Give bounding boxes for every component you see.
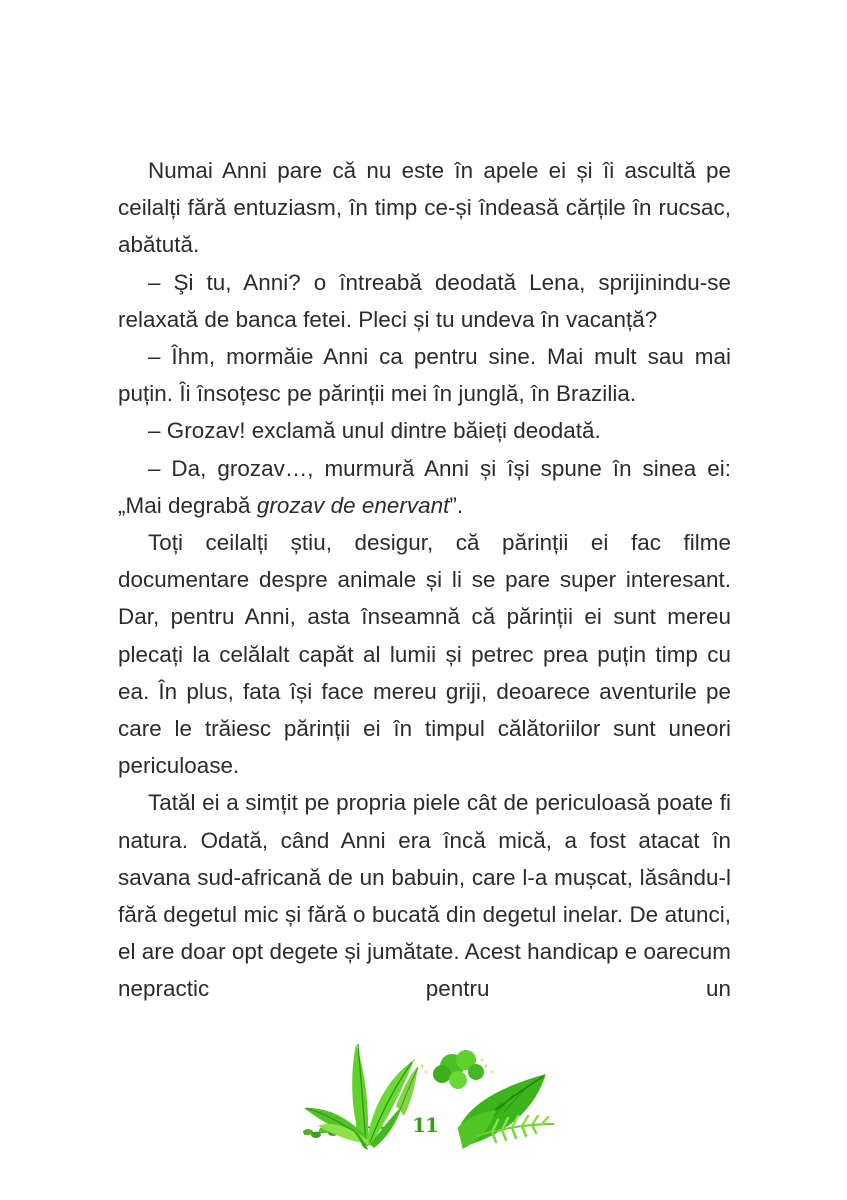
- paragraph-text: – Grozav! exclamă unul dintre băieți deodată.: [148, 418, 601, 444]
- page-number: 11: [412, 1113, 438, 1137]
- paragraph: [118, 412, 731, 449]
- paragraph-text: – Şi tu, Anni? o întreabă deodată Lena, sprijinindu-se relaxată de banca fetei. Pleci și tu undeva în vacanță?: [118, 269, 731, 332]
- paragraph-text: – Îhm, mormăie Anni ca pentru sine. Mai mult sau mai puțin. Îi însoțesc pe părinții mei în junglă, în Brazilia.: [118, 344, 731, 407]
- paragraph: [118, 152, 731, 264]
- paragraph: [118, 450, 731, 524]
- paragraph-text: Tatăl ei a simțit pe propria piele cât de periculoasă poate fi natura. Odată, când Anni era încă mică, a fost atacat în savana sud-africană de un babuin, care l-a mușcat, lăsându-l fără degetul mic și fără o bucată din degetul inelar. De atunci, el are doar opt degete și jumătate. Acest handicap e oarecum nepractic pentru un: [118, 790, 731, 1002]
- paragraph: [118, 524, 731, 784]
- italic-emphasis: grozav de enervant: [256, 492, 450, 518]
- jungle-leaves-icon: [296, 1036, 556, 1156]
- paragraph-text: Numai Anni pare că nu este în apele ei și îi ascultă pe ceilalți fără entuziasm, în timp ce-și îndeasă cărțile în rucsac, abătută.: [118, 158, 731, 258]
- body-text: [118, 152, 731, 1008]
- paragraph: [118, 338, 731, 412]
- paragraph: [118, 264, 731, 338]
- paragraph-text: ”.: [449, 492, 464, 518]
- paragraph-text: – Da, grozav…, murmură Anni și își spune în sinea ei: „Mai degrabă: [118, 455, 731, 518]
- paragraph: [118, 784, 731, 1007]
- paragraph-text: Toți ceilalți știu, desigur, că părinții ei fac filme documentare despre animale și li se pare super interesant. Dar, pentru Anni, asta înseamnă că părinții ei sunt mereu plecați la celălalt capăt al lumii și petrec prea puțin timp cu ea. În plus, fata își face mereu griji, deoarece aventurile pe care le trăiesc părinții ei în timpul călătoriilor sunt uneori periculoase.: [118, 530, 731, 779]
